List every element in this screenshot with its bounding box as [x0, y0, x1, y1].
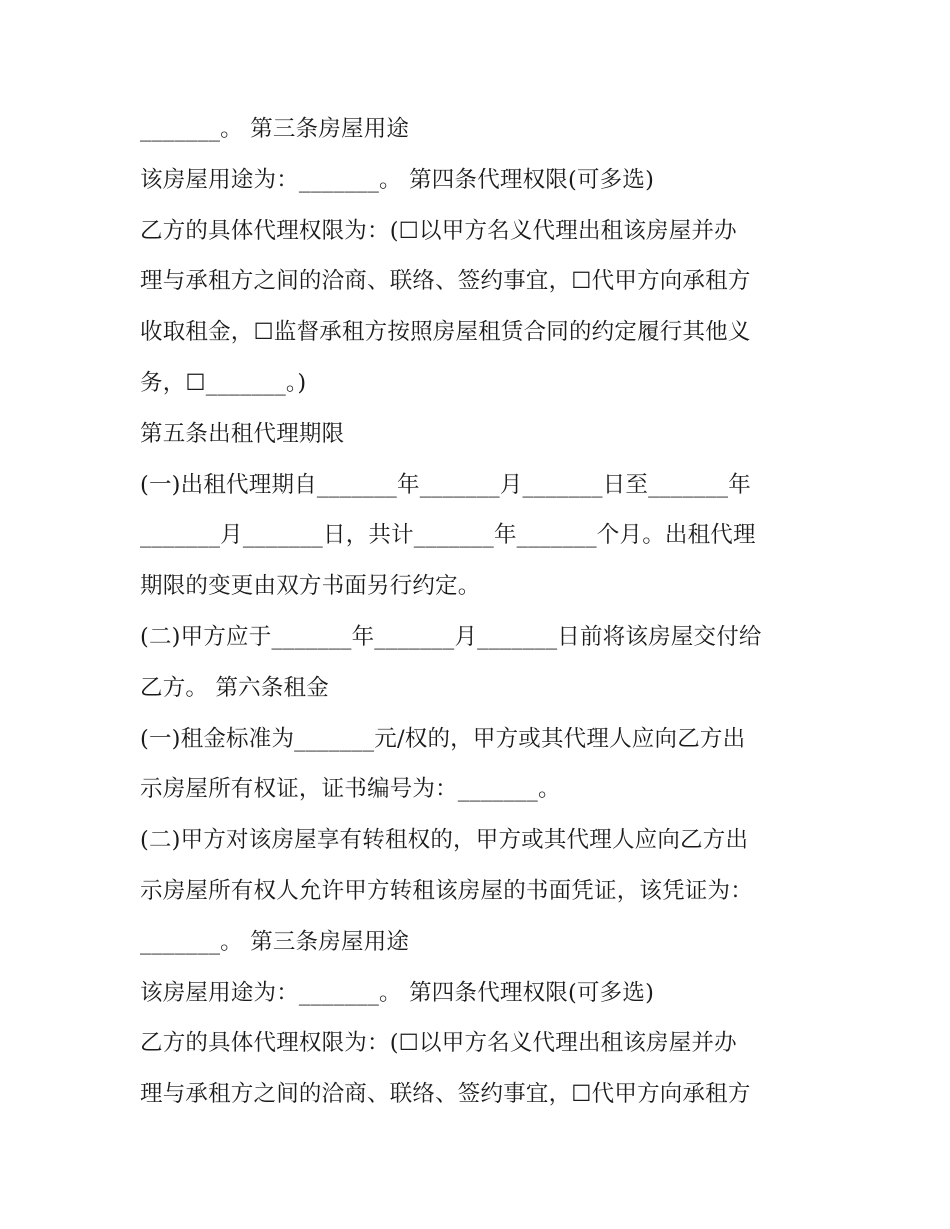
text-line: 示房屋所有权证，证书编号为：_______。 [140, 776, 561, 803]
text-line: (一)租金标准为_______元/权的，甲方或其代理人应向乙方出 [140, 725, 746, 752]
text-line: 乙方的具体代理权限为：(☐以甲方名义代理出租该房屋并办 [140, 217, 737, 244]
text-line: 乙方。 第六条租金 [140, 674, 329, 701]
text-line: 该房屋用途为：_______。 第四条代理权限(可多选) [140, 979, 655, 1006]
document-body [140, 104, 820, 1120]
text-line: _______。 第三条房屋用途 [140, 116, 410, 142]
section-heading: 第五条出租代理期限 [140, 420, 345, 447]
text-line: _______月_______日，共计_______年_______个月。出租代理 [140, 522, 756, 549]
text-line: (二)甲方对该房屋享有转租权的，甲方或其代理人应向乙方出 [140, 827, 749, 854]
text-line: 示房屋所有权人允许甲方转租该房屋的书面凭证，该凭证为： [140, 877, 753, 904]
text-line: 该房屋用途为：_______。 第四条代理权限(可多选) [140, 166, 655, 193]
text-line: 乙方的具体代理权限为：(☐以甲方名义代理出租该房屋并办 [140, 1030, 737, 1057]
text-line: 期限的变更由双方书面另行约定。 [140, 573, 481, 600]
text-line: (一)出租代理期自_______年_______月_______日至_______年 [140, 471, 751, 498]
text-line: 收取租金，☐监督承租方按照房屋租赁合同的约定履行其他义 [140, 319, 751, 346]
text-line: 务，☐_______。) [140, 369, 307, 396]
text-line: (二)甲方应于_______年_______月_______日前将该房屋交付给 [140, 623, 762, 650]
text-line: _______。 第三条房屋用途 [140, 928, 410, 955]
text-line: 理与承租方之间的洽商、联络、签约事宜，☐代甲方向承租方 [140, 1081, 751, 1108]
text-line: 理与承租方之间的洽商、联络、签约事宜，☐代甲方向承租方 [140, 268, 751, 295]
